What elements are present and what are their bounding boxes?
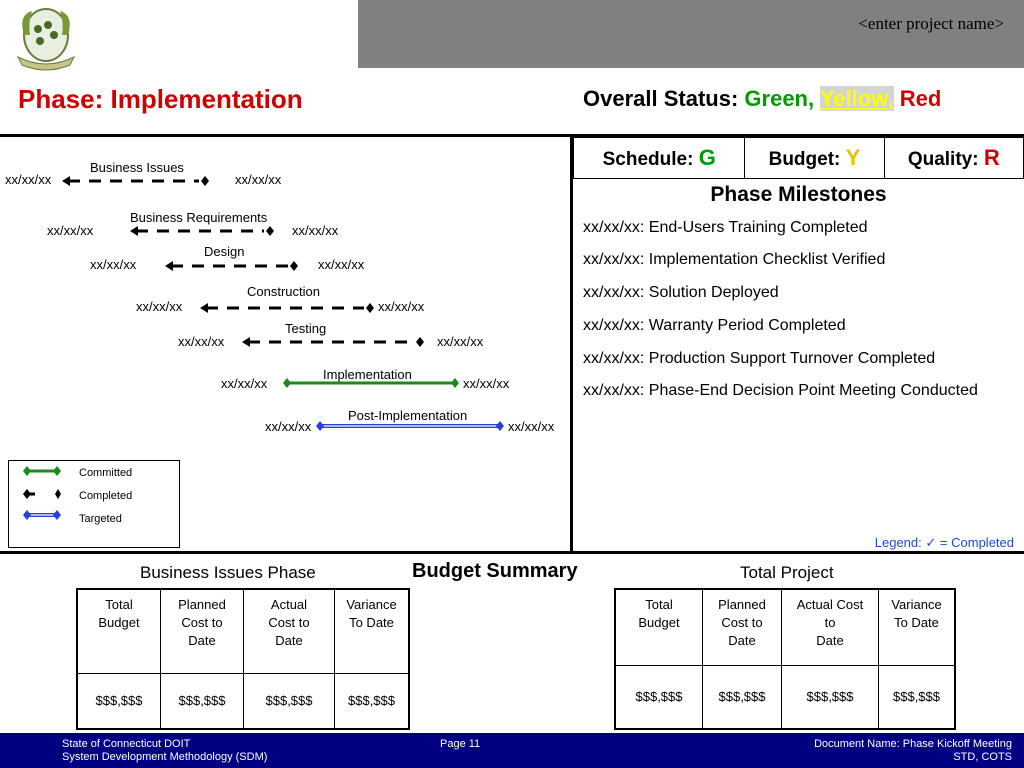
footer-page: Page 11	[440, 738, 481, 750]
gantt-end-date: xx/xx/xx	[292, 223, 339, 238]
header-total-budget: Total Budget	[77, 589, 161, 673]
footer-org: State of Connecticut DOIT	[62, 738, 191, 750]
gantt-row-label: Post-Implementation	[348, 408, 468, 423]
schedule-value: G	[698, 145, 716, 170]
gantt-row-label: Business Requirements	[130, 210, 268, 225]
milestone-item: xx/xx/xx: Solution Deployed	[583, 284, 779, 301]
gantt-start-date: xx/xx/xx	[5, 172, 52, 187]
legend-completed: Completed	[79, 490, 133, 502]
schedule-cell	[574, 138, 745, 179]
phase-budget-table	[76, 588, 410, 730]
gantt-bar	[62, 176, 209, 186]
header-band	[358, 0, 1024, 68]
gantt-end-date: xx/xx/xx	[318, 257, 365, 272]
quality-cell	[884, 138, 1023, 179]
gantt-start-date: xx/xx/xx	[178, 334, 225, 349]
header-actual-cost: Actual Cost to Date	[244, 589, 335, 673]
header-planned-cost: Planned Cost to Date	[161, 589, 244, 673]
budget-summary-title: Budget Summary	[412, 560, 578, 582]
state-seal-logo	[8, 5, 84, 71]
gantt-end-date: xx/xx/xx	[437, 334, 484, 349]
milestone-legend-label: Legend:	[874, 535, 922, 550]
overall-status-red: Red	[899, 86, 942, 111]
budget-value: Y	[845, 145, 861, 170]
footer-methodology: System Development Methodology (SDM)	[62, 751, 268, 763]
gantt-row-label: Design	[204, 244, 245, 259]
gantt-bar	[130, 226, 274, 236]
quality-label: Quality:	[907, 149, 979, 170]
actual-cost-value: $$$,$$$	[244, 673, 335, 729]
total-project-label: Total Project	[740, 563, 834, 582]
middle-divider	[0, 551, 1024, 554]
gantt-row-label: Construction	[247, 284, 320, 299]
gantt-start-date: xx/xx/xx	[265, 419, 312, 434]
quality-value: R	[983, 145, 1000, 170]
gantt-end-date: xx/xx/xx	[235, 172, 282, 187]
actual-cost-value: $$$,$$$	[782, 665, 879, 729]
gantt-start-date: xx/xx/xx	[90, 257, 137, 272]
gantt-legend-symbols	[21, 463, 63, 527]
planned-cost-value: $$$,$$$	[703, 665, 782, 729]
completed-symbol	[23, 489, 61, 499]
gantt-row-label: Business Issues	[90, 160, 184, 175]
milestone-item: xx/xx/xx: Production Support Turnover Completed	[583, 350, 936, 367]
footer-left	[62, 738, 267, 764]
footer-right	[814, 738, 1012, 764]
variance-value: $$$,$$$	[335, 673, 410, 729]
budget-label: Budget:	[768, 149, 841, 170]
total-budget-value: $$$,$$$	[615, 665, 703, 729]
gantt-end-date: xx/xx/xx	[378, 299, 425, 314]
committed-symbol	[23, 466, 61, 476]
milestone-legend-text: = Completed	[939, 535, 1014, 550]
project-name: <enter project name>	[858, 14, 1004, 33]
schedule-label: Schedule:	[602, 149, 694, 170]
header-total-budget: Total Budget	[615, 589, 703, 665]
milestone-item: xx/xx/xx: Implementation Checklist Verified	[583, 251, 886, 268]
milestone-item: xx/xx/xx: Phase-End Decision Point Meeting Conducted	[583, 382, 978, 399]
overall-status-yellow: Yellow,	[819, 86, 894, 111]
targeted-symbol	[23, 510, 61, 520]
gantt-bar	[242, 337, 424, 347]
legend-targeted: Targeted	[79, 513, 122, 525]
planned-cost-value: $$$,$$$	[161, 673, 244, 729]
footer	[0, 733, 1024, 768]
footer-std: STD, COTS	[953, 751, 1012, 763]
total-budget-value: $$$,$$$	[77, 673, 161, 729]
milestone-item: xx/xx/xx: Warranty Period Completed	[583, 317, 846, 334]
gantt-bar	[200, 303, 374, 313]
header-variance: Variance To Date	[879, 589, 956, 665]
gantt-bar	[165, 261, 298, 271]
business-issues-phase-label: Business Issues Phase	[140, 563, 316, 582]
milestones-title: Phase Milestones	[710, 183, 887, 206]
gantt-end-date: xx/xx/xx	[463, 376, 510, 391]
milestone-item: xx/xx/xx: End-Users Training Completed	[583, 219, 868, 236]
gantt-start-date: xx/xx/xx	[47, 223, 94, 238]
legend-committed: Committed	[79, 467, 133, 479]
gantt-end-date: xx/xx/xx	[508, 419, 555, 434]
gantt-row-label: Testing	[285, 321, 327, 336]
status-table	[573, 137, 1024, 179]
header-variance: Variance To Date	[335, 589, 410, 673]
gantt-start-date: xx/xx/xx	[136, 299, 183, 314]
overall-status	[583, 86, 941, 112]
phase-title: Phase: Implementation	[18, 84, 303, 114]
variance-value: $$$,$$$	[879, 665, 956, 729]
overall-status-label: Overall Status:	[583, 86, 739, 111]
milestone-legend	[875, 535, 1014, 551]
budget-cell	[745, 138, 884, 179]
gantt-start-date: xx/xx/xx	[221, 376, 268, 391]
gantt-row-label: Implementation	[323, 367, 412, 382]
header-actual-cost: Actual Cost to Date	[782, 589, 879, 665]
header-planned-cost: Planned Cost to Date	[703, 589, 782, 665]
overall-status-green: Green,	[744, 86, 815, 111]
gantt-legend	[8, 460, 180, 548]
project-budget-table	[614, 588, 956, 730]
footer-doc-name: Document Name: Phase Kickoff Meeting	[814, 738, 1012, 750]
check-icon: ✓	[925, 535, 937, 550]
